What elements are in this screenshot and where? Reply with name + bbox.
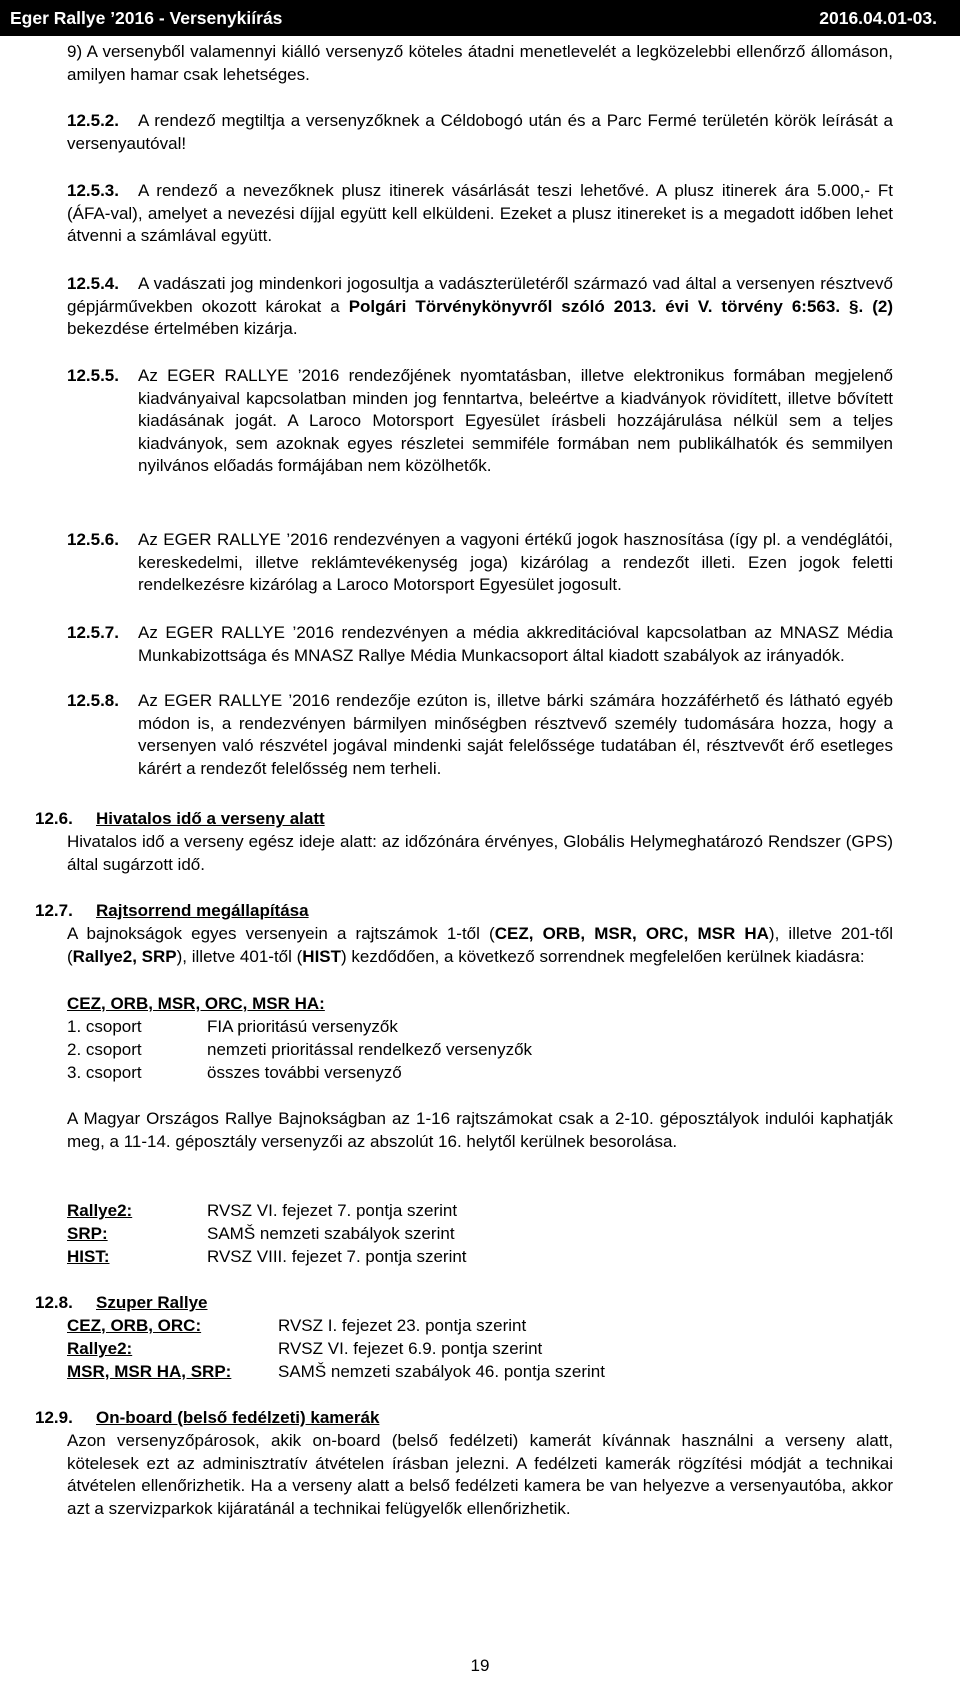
- group-desc: összes további versenyző: [207, 1063, 402, 1082]
- section-number: 12.6.: [35, 809, 73, 828]
- section-12-5-7-text: Az EGER RALLYE ’2016 rendezvényen a média akkreditációval kapcsolatban az MNASZ Média Munkabizottsága és MNASZ Rallye Média Munkacsoport által kiadott szabályok az irányadók.: [138, 623, 893, 665]
- section-12-5-5: [138, 365, 893, 478]
- rule-label: MSR, MSR HA, SRP:: [67, 1362, 232, 1381]
- category-list-1: CEZ, ORB, MSR, ORC, MSR HA: [494, 924, 769, 943]
- category-list-3: HIST: [302, 946, 342, 966]
- section-12-6-title: Hivatalos idő a verseny alatt: [96, 809, 325, 828]
- section-12-5-6-text: Az EGER RALLYE ’2016 rendezvényen a vagyoni értékű jogok hasznosítása (így pl. a vendéglátói, kereskedelmi, illetve reklámtevékenység joga) kizárólag a rendezőt illeti. Ezen jogok feletti rendelkezésre kizárólag a Laroco Motorsport Egyesület jogosult.: [138, 530, 893, 594]
- section-number: 12.5.4.: [67, 274, 119, 293]
- section-12-5-8-text: Az EGER RALLYE ’2016 rendezője ezúton is, illetve bárki számára hozzáférhető és látható egyéb módon is, a rendezvényen bármilyen minőségben résztvevő személy tudomására hozza, hogy a versenyen való részvétel jogával mindenki saját felelőssége tudatában él, résztvevőt érő esetleges kárért a rendezőt felelősség nem terheli.: [138, 691, 893, 778]
- section-12-9-title: On-board (belső fedélzeti) kamerák: [96, 1408, 380, 1427]
- intro-text: A bajnokságok egyes versenyein a rajtszámok 1-től (: [67, 924, 495, 943]
- section-number: 12.5.5.: [67, 366, 119, 385]
- rule-desc: RVSZ VI. fejezet 6.9. pontja szerint: [278, 1339, 543, 1358]
- paragraph-9: [67, 41, 893, 86]
- section-number: 12.5.7.: [67, 623, 119, 642]
- intro-text: ) kezdődően, a következő sorrendnek megfelelően kerülnek kiadásra:: [341, 946, 865, 966]
- section-number: 12.5.2.: [67, 111, 119, 130]
- section-12-8-title: Szuper Rallye: [96, 1293, 208, 1312]
- rule-label: Rallye2:: [67, 1339, 133, 1358]
- section-number: 12.9.: [35, 1408, 73, 1427]
- section-12-5-4-text: A vadászati jog mindenkori jogosultja a vadászterületéről származó vad által a versenyen résztvevő gépjárművekben okozott károkat a: [67, 274, 893, 316]
- group-desc: nemzeti prioritással rendelkező versenyzők: [207, 1040, 533, 1059]
- paragraph-9-text: 9) A versenyből valamennyi kiálló versenyző köteles átadni menetlevelét a legközelebbi ellenőrző állomáson, amilyen hamar csak lehetséges.: [67, 42, 893, 84]
- intro-text: ), illetve 201-től (: [67, 924, 894, 966]
- page-header: [0, 0, 960, 36]
- section-12-5-7: [138, 622, 893, 667]
- section-12-5-2: [67, 110, 893, 155]
- section-number: 12.5.8.: [67, 691, 119, 710]
- section-number: 12.7.: [35, 901, 73, 920]
- section-12-5-6: [138, 529, 893, 597]
- group-heading: CEZ, ORB, MSR, ORC, MSR HA:: [67, 994, 325, 1013]
- section-12-7-intro: [67, 923, 893, 968]
- group-label: 3. csoport: [67, 1063, 142, 1082]
- law-reference: Polgári Törvénykönyvről szóló 2013. évi V. törvény 6:563. §. (2): [348, 296, 893, 316]
- section-12-7-para-text: A Magyar Országos Rallye Bajnokságban az 1-16 rajtszámokat csak a 2-10. géposztályok indulói kaphatják meg, a 11-14. géposztály versenyzői az abszolút 16. helytől kerülnek besorolása.: [67, 1109, 893, 1151]
- section-12-5-2-text: A rendező megtiltja a versenyzőknek a Céldobogó után és a Parc Fermé területén körök leírását a versenyautóval!: [67, 111, 893, 153]
- group-desc: FIA prioritású versenyzők: [207, 1017, 398, 1036]
- section-12-6-body: Hivatalos idő a verseny egész ideje alatt: az időzónára érvényes, Globális Helymeghatározó Rendszer (GPS) által sugárzott idő.: [67, 832, 893, 874]
- rule-desc: SAMŠ nemzeti szabályok szerint: [207, 1224, 455, 1243]
- rule-label: CEZ, ORB, ORC:: [67, 1316, 202, 1335]
- rule-label: Rallye2:: [67, 1201, 133, 1220]
- intro-text: ), illetve 401-től (: [176, 946, 303, 966]
- section-12-5-8: [138, 690, 893, 780]
- section-number: 12.8.: [35, 1293, 73, 1312]
- section-12-9-body: Azon versenyzőpárosok, akik on-board (belső fedélzeti) kamerát kívánnak használni a verseny alatt, kötelesek ezt az adminisztratív átvételen írásban jelezni. A fedélzeti kamerák rögzítési módját a technikai átvételen ellenőrizhetik. Ha a verseny alatt a belső fedélzeti kamera be van helyezve a versenyautóba, akkor azt a szervizparkok kijáratánál a technikai felügyelők ellenőrizhetik.: [67, 1431, 893, 1518]
- category-list-2: Rallye2, SRP: [72, 946, 177, 966]
- rule-desc: RVSZ VI. fejezet 7. pontja szerint: [207, 1201, 458, 1220]
- header-title: Eger Rallye ’2016 - Versenykiírás: [10, 8, 283, 28]
- section-12-5-3-text: A rendező a nevezőknek plusz itinerek vásárlását teszi lehetővé. A plusz itinerek ára 5.000,- Ft (ÁFA-val), amelyet a nevezési díjjal együtt kell elküldeni. Ezeket a plusz itinereket is a megadott időben lehet átvenni a számlával együtt.: [67, 181, 893, 245]
- rule-desc: RVSZ VIII. fejezet 7. pontja szerint: [207, 1247, 467, 1266]
- section-12-6-text: [67, 831, 893, 876]
- section-number: 12.5.6.: [67, 530, 119, 549]
- page-number: 19: [470, 1656, 490, 1675]
- rule-label: HIST:: [67, 1247, 110, 1266]
- section-12-5-4-text-end: bekezdése értelmében kizárja.: [67, 319, 298, 338]
- group-label: 1. csoport: [67, 1017, 142, 1036]
- rule-label: SRP:: [67, 1224, 108, 1243]
- rule-desc: RVSZ I. fejezet 23. pontja szerint: [278, 1316, 527, 1335]
- section-12-7-para: [67, 1108, 893, 1153]
- section-12-7-title: Rajtsorrend megállapítása: [96, 901, 309, 920]
- section-12-5-3: [67, 180, 893, 248]
- group-label: 2. csoport: [67, 1040, 142, 1059]
- section-number: 12.5.3.: [67, 181, 119, 200]
- section-12-9-text: [67, 1430, 893, 1520]
- section-12-5-5-text: Az EGER RALLYE ’2016 rendezőjének nyomtatásban, illetve elektronikus formában megjelenő kiadványaival kapcsolatban minden jog fenntartva, beleértve a kiadványok rövidített, illetve bővített kiadásának jogát. A Laroco Motorsport Egyesület írásbeli hozzájárulása nélkül sem a teljes kiadványok, sem azoknak egyes részletei semmiféle formában nem publikálhatók és semmilyen nyilvános előadás formájában nem közölhetők.: [138, 366, 893, 475]
- rule-desc: SAMŠ nemzeti szabályok 46. pontja szerint: [278, 1362, 605, 1381]
- header-date: 2016.04.01-03.: [819, 8, 937, 28]
- section-12-5-4: [67, 273, 893, 341]
